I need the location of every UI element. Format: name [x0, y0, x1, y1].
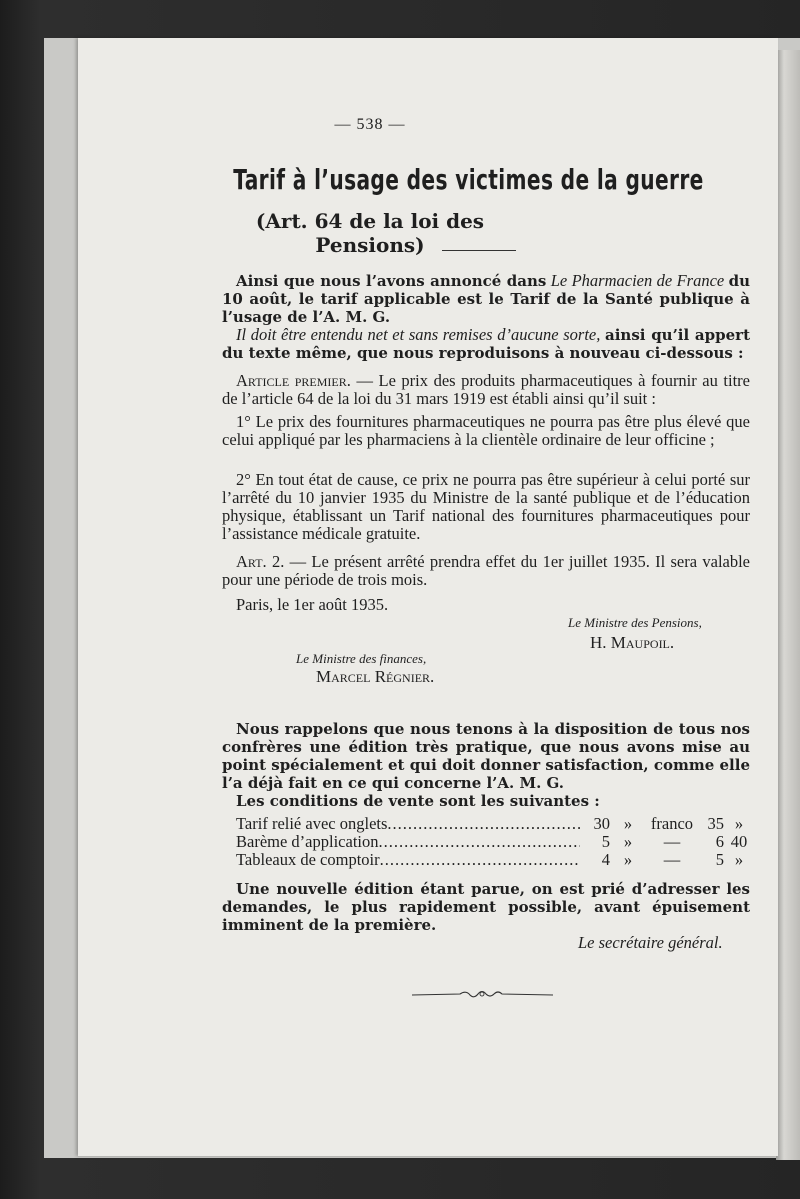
- intro-lead: Ainsi que nous l’avons annoncé dans: [236, 272, 547, 290]
- franco-price: 5: [715, 850, 724, 869]
- price-mode: franco: [650, 814, 694, 833]
- article-1: [222, 372, 750, 408]
- closing-paragraph: Une nouvelle édition étant parue, on est prié d’adresser les demandes, le plus rapidement possible, avant épuisement imminent de la première.: [222, 880, 750, 934]
- franco-unit: 40: [730, 832, 748, 851]
- intro-italic: Il doit être entendu net et sans remises d’aucune sorte,: [236, 325, 601, 344]
- pensions-minister-name: H. Maupoil.: [590, 633, 675, 652]
- point-2: 2° En tout état de cause, ce prix ne pourra pas être supérieur à celui porté sur l’arrêté du 10 janvier 1935 du Ministre de la santé publique et de l’éducation physique, établissant un Tarif national des fournitures pharmaceutiques pour l’assistance médicale gratuite.: [222, 470, 750, 543]
- article-2-text: — Le présent arrêté prendra effet du 1er juillet 1935. Il sera valable pour une période de trois mois.: [222, 552, 751, 589]
- point-1: 1° Le prix des fournitures pharmaceutiques ne pourra pas être plus élevé que celui appliqué par les pharmaciens à la clientèle ordinaire de leur officine ;: [222, 412, 750, 449]
- price-unit: »: [623, 832, 633, 851]
- finances-minister-role: Le Ministre des finances,: [296, 651, 427, 666]
- price-item-label: Barème d’application: [236, 832, 379, 851]
- price-value: 4: [601, 850, 610, 869]
- franco-price: 35: [707, 814, 724, 833]
- intro-bold: ainsi qu’il appert du texte même, que nous reproduisons à nouveau ci-dessous :: [222, 326, 750, 362]
- franco-unit: »: [734, 850, 744, 869]
- conditions-heading: Les conditions de vente sont les suivantes :: [236, 792, 600, 810]
- article-2: [222, 553, 750, 589]
- price-mode: —: [663, 832, 681, 851]
- article-1-text: — Le prix des produits pharmaceutiques à fournir au titre de l’article 64 de la loi du 31 mars 1919 est établi ainsi qu’il suit :: [222, 371, 751, 408]
- date-line: Paris, le 1er août 1935.: [236, 595, 389, 614]
- leader-dots: [387, 815, 580, 833]
- document-subtitle: (Art. 64 de la loi des Pensions): [255, 209, 485, 257]
- leader-dots: [380, 851, 580, 869]
- page-edge: [776, 50, 800, 1160]
- pensions-minister-role: Le Ministre des Pensions,: [568, 615, 702, 630]
- price-unit: »: [623, 850, 633, 869]
- price-mode: —: [663, 850, 681, 869]
- finances-minister-name: Marcel Régnier.: [316, 667, 435, 686]
- title-divider: [442, 250, 516, 251]
- reminder-paragraph: Nous rappelons que nous tenons à la disposition de tous nos confrères une édition très pratique, que nous avons mise au point spécialement et qui doit donner satisfaction, comme elle l’a déjà fait en ce qui concerne l’A. M. G.: [222, 720, 750, 792]
- price-value: 5: [601, 832, 610, 851]
- price-item-label: Tableaux de comptoir: [236, 850, 380, 869]
- article-1-label: Article premier.: [236, 371, 351, 390]
- leader-dots: [378, 833, 580, 851]
- franco-unit: »: [734, 814, 744, 833]
- intro-paragraph: [222, 272, 750, 362]
- journal-name: Le Pharmacien de France: [550, 271, 725, 290]
- document-title: Tarif à l’usage des victimes de la guerre: [233, 163, 704, 196]
- article-2-label: Art. 2.: [236, 552, 285, 571]
- price-row: [236, 833, 754, 851]
- price-unit: »: [623, 814, 633, 833]
- price-row: [236, 851, 754, 869]
- secretary-signature: Le secrétaire général.: [578, 933, 723, 952]
- price-item-label: Tarif relié avec onglets: [236, 814, 388, 833]
- ornament-divider: [410, 986, 555, 1002]
- intro-rest: du 10 août, le tarif applicable est le Tarif de la Santé publique à l’usage de l’A. M. G.: [222, 272, 750, 326]
- price-value: 30: [593, 814, 610, 833]
- page-number: — 538 —: [334, 116, 406, 133]
- price-row: [236, 815, 754, 833]
- franco-price: 6: [715, 832, 724, 851]
- price-table: [236, 815, 754, 869]
